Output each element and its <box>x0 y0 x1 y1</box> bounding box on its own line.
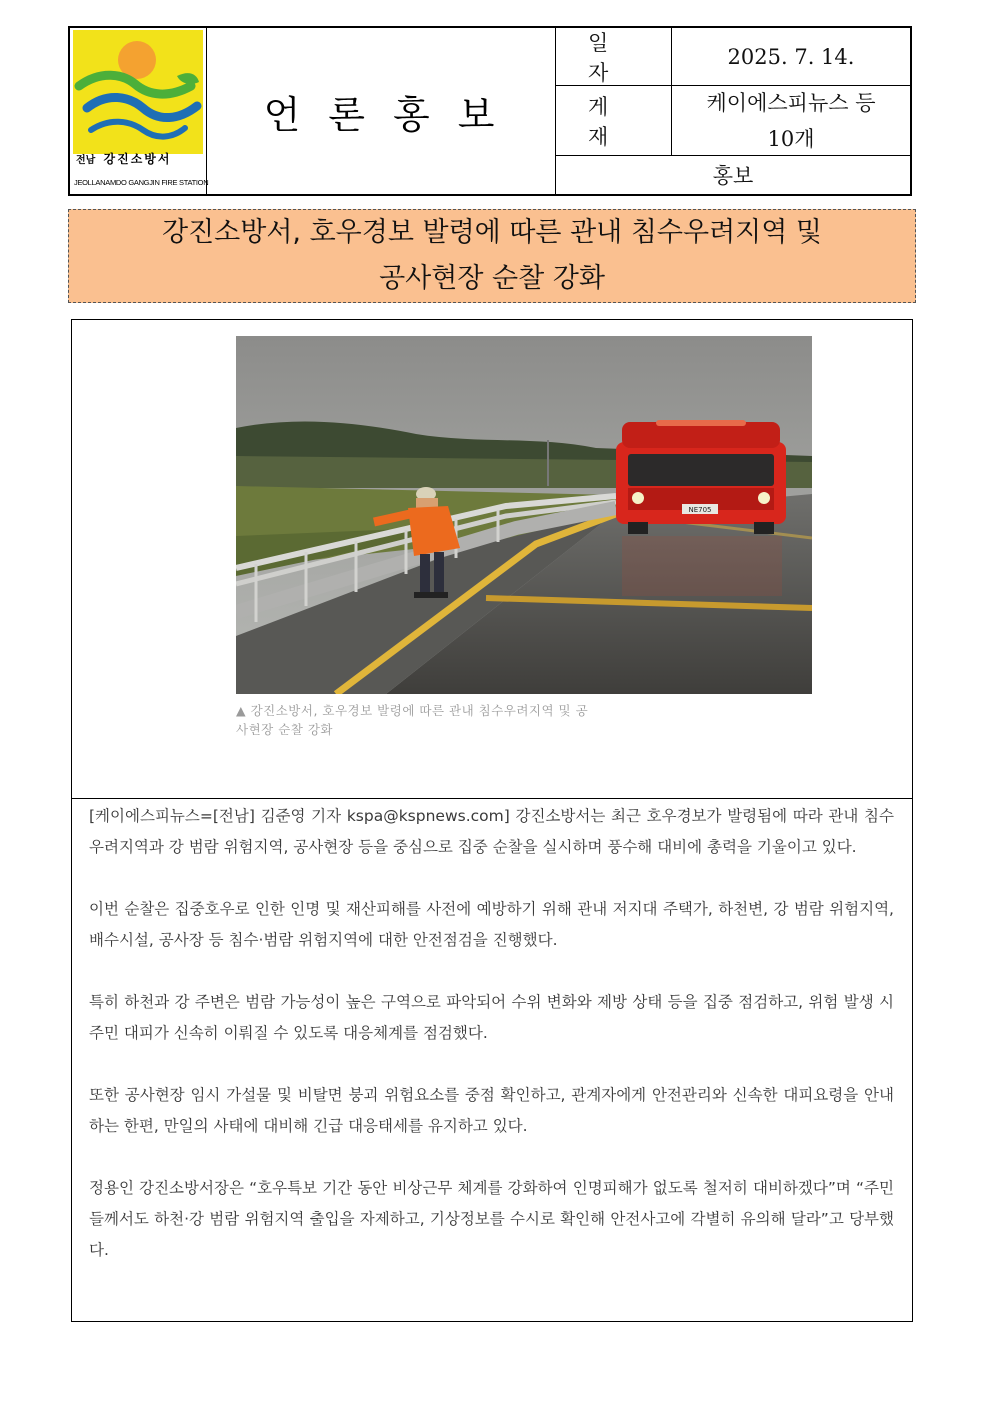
article-divider <box>72 798 912 799</box>
article-body <box>89 801 894 1297</box>
article-paragraph-1: [케이에스피뉴스=[전남] 김준영 기자 kspa@kspnews.com] 강진소방서는 최근 호우경보가 발령됨에 따라 관내 침수우려지역과 강 범람 위험지역, 공사현장 등을 중심으로 집중 순찰을 실시하며 풍수해 대비에 총력을 기울이고 있다. <box>89 807 894 856</box>
logo-english-name: JEOLLANAMDO GANGJIN FIRE STATION <box>74 178 209 187</box>
category-value: 홍보 <box>712 164 754 188</box>
truck-plate: NE705 <box>688 506 712 514</box>
headline-banner <box>68 209 916 303</box>
logo-org-name <box>76 150 204 170</box>
photo-caption <box>236 701 812 739</box>
meta-table <box>556 28 910 194</box>
date-label: 일자 <box>556 28 672 85</box>
logo-station-name: 강진소방서 <box>103 152 172 166</box>
logo-province-mark: 전남 <box>76 155 96 166</box>
press-header-table <box>68 26 912 196</box>
photo-caption-line2: 사현장 순찰 강화 <box>236 722 333 737</box>
rainy-bridge-fire-truck-image <box>236 336 812 694</box>
published-row <box>556 86 910 156</box>
published-value-line1: 케이에스피뉴스 등 <box>706 90 876 115</box>
article-box <box>71 319 913 1322</box>
date-value: 2025. 7. 14. <box>727 44 855 69</box>
logo-emblem-icon <box>73 30 203 154</box>
published-value <box>672 86 910 155</box>
article-paragraph-2: 이번 순찰은 집중호우로 인한 인명 및 재산피해를 사전에 예방하기 위해 관내 저지대 주택가, 하천변, 강 범람 위험지역, 배수시설, 공사장 등 침수·범람 위험지역에 대한 안전점검을 진행했다. <box>89 900 894 949</box>
news-photo <box>236 336 812 694</box>
photo-caption-line1: ▲ 강진소방서, 호우경보 발령에 따른 관내 침수우려지역 및 공 <box>236 703 589 718</box>
title-cell <box>207 28 556 194</box>
published-label: 게재 <box>556 86 672 155</box>
article-paragraph-3: 특히 하천과 강 주변은 범람 가능성이 높은 구역으로 파악되어 수위 변화와 제방 상태 등을 집중 점검하고, 위험 발생 시 주민 대피가 신속히 이뤄질 수 있도록 대응체계를 점검했다. <box>89 993 894 1042</box>
date-row <box>556 28 910 86</box>
page-title: 언론홍보 <box>263 92 523 137</box>
headline-line2: 공사현장 순찰 강화 <box>379 263 605 294</box>
published-value-line2: 10개 <box>767 126 815 151</box>
fire-station-logo <box>73 30 203 154</box>
article-paragraph-5: 정용인 강진소방서장은 “호우특보 기간 동안 비상근무 체계를 강화하여 인명피해가 없도록 철저히 대비하겠다”며 “주민들께서도 하천·강 범람 위험지역 출입을 자제하고, 기상정보를 수시로 확인해 안전사고에 각별히 유의해 달라”고 당부했다. <box>89 1179 894 1259</box>
article-paragraph-4: 또한 공사현장 임시 가설물 및 비탈면 붕괴 위험요소를 중점 확인하고, 관계자에게 안전관리와 신속한 대피요령을 안내하는 한편, 만일의 사태에 대비해 긴급 대응태세를 유지하고 있다. <box>89 1086 894 1135</box>
headline-line1: 강진소방서, 호우경보 발령에 따른 관내 침수우려지역 및 <box>162 217 822 248</box>
logo-cell <box>70 28 207 194</box>
